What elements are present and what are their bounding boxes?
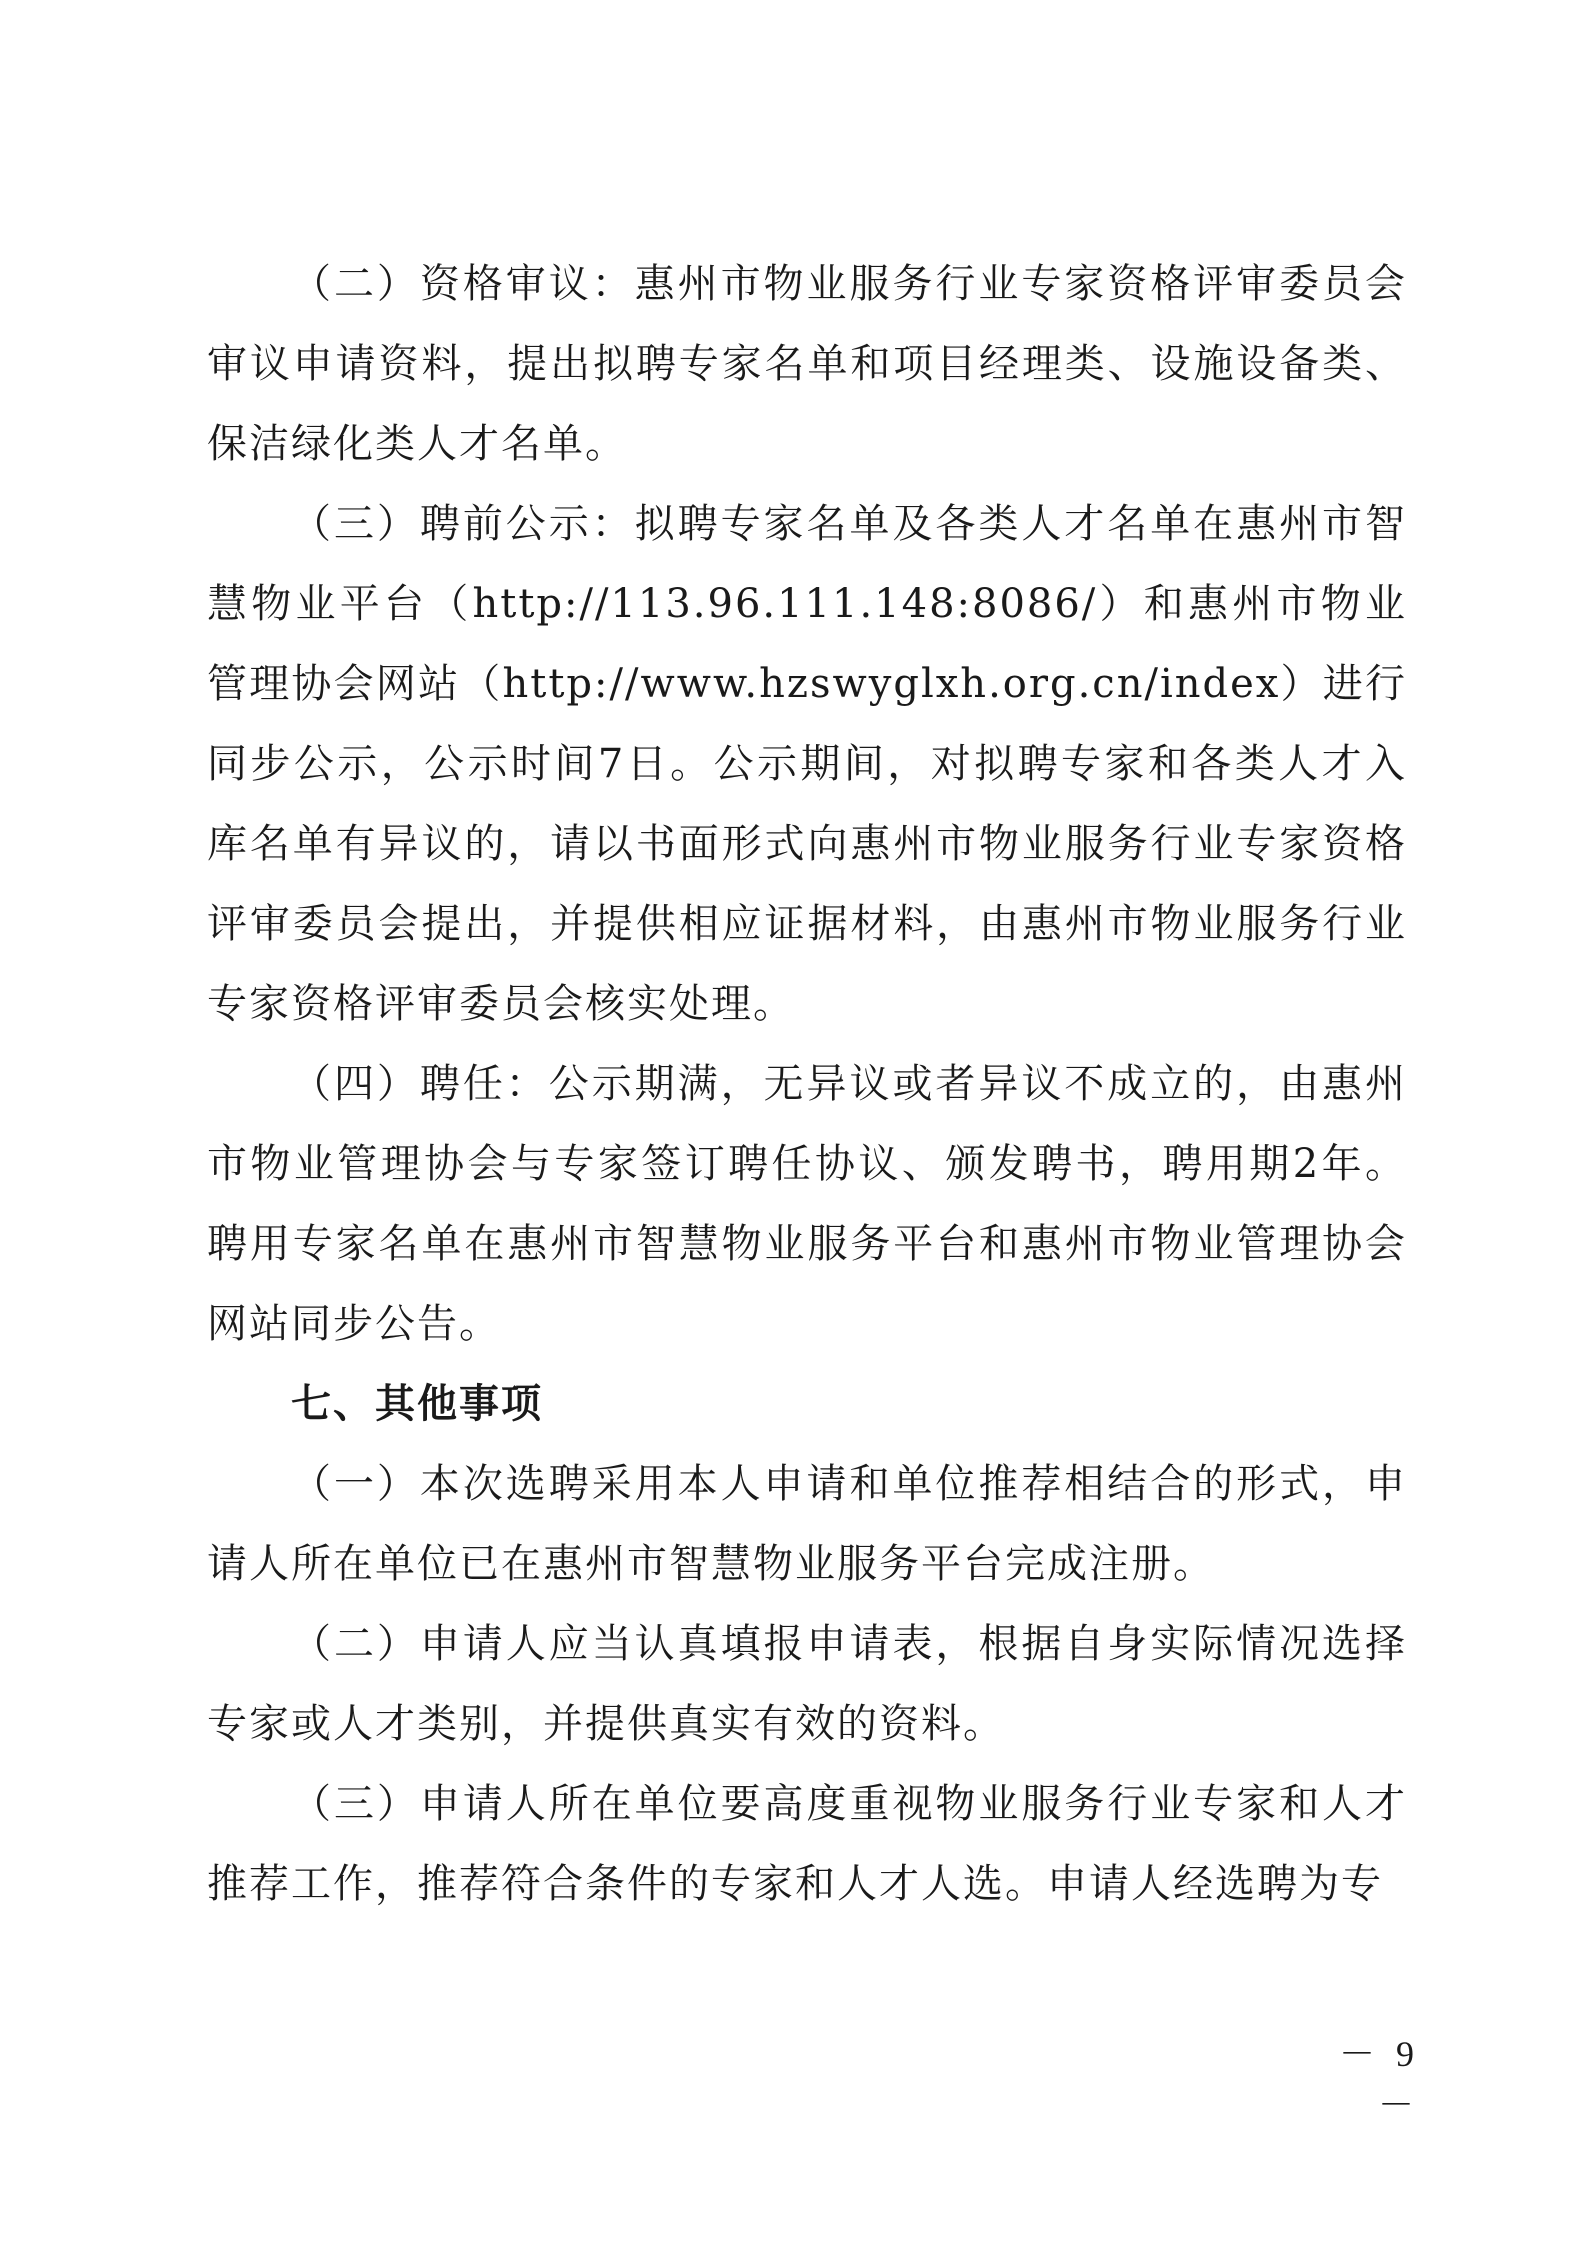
section-heading-other-matters: 七、其他事项 bbox=[291, 1381, 543, 1427]
document-body bbox=[207, 244, 1407, 1924]
paragraph-qualification-review: （二）资格审议：惠州市物业服务行业专家资格评审委员会审议申请资料，提出拟聘专家名单和项目经理类、设施设备类、保洁绿化类人才名单。 bbox=[207, 261, 1407, 467]
paragraph-application-form: （二）申请人应当认真填报申请表，根据自身实际情况选择专家或人才类别，并提供真实有效的资料。 bbox=[207, 1621, 1407, 1747]
paragraph-pre-appointment-notice: （三）聘前公示：拟聘专家名单及各类人才名单在惠州市智慧物业平台（http://113.96.111.148:8086/）和惠州市物业管理协会网站（http://www.hzswyglxh.org.cn/index）进行同步公示，公示时间7日。公示期间，对拟聘专家和各类人才入库名单有异议的，请以书面形式向惠州市物业服务行业专家资格评审委员会提出，并提供相应证据材料，由惠州市物业服务行业专家资格评审委员会核实处理。 bbox=[207, 501, 1407, 1027]
paragraph-selection-method: （一）本次选聘采用本人申请和单位推荐相结合的形式，申请人所在单位已在惠州市智慧物业服务平台完成注册。 bbox=[207, 1461, 1407, 1587]
paragraph-appointment: （四）聘任：公示期满，无异议或者异议不成立的，由惠州市物业管理协会与专家签订聘任协议、颁发聘书，聘用期2年。聘用专家名单在惠州市智慧物业服务平台和惠州市物业管理协会网站同步公告。 bbox=[207, 1061, 1407, 1347]
paragraph-unit-recommendation: （三）申请人所在单位要高度重视物业服务行业专家和人才推荐工作，推荐符合条件的专家和人才人选。申请人经选聘为专 bbox=[207, 1781, 1407, 1907]
page-number: － 9 － bbox=[1338, 2034, 1420, 2125]
